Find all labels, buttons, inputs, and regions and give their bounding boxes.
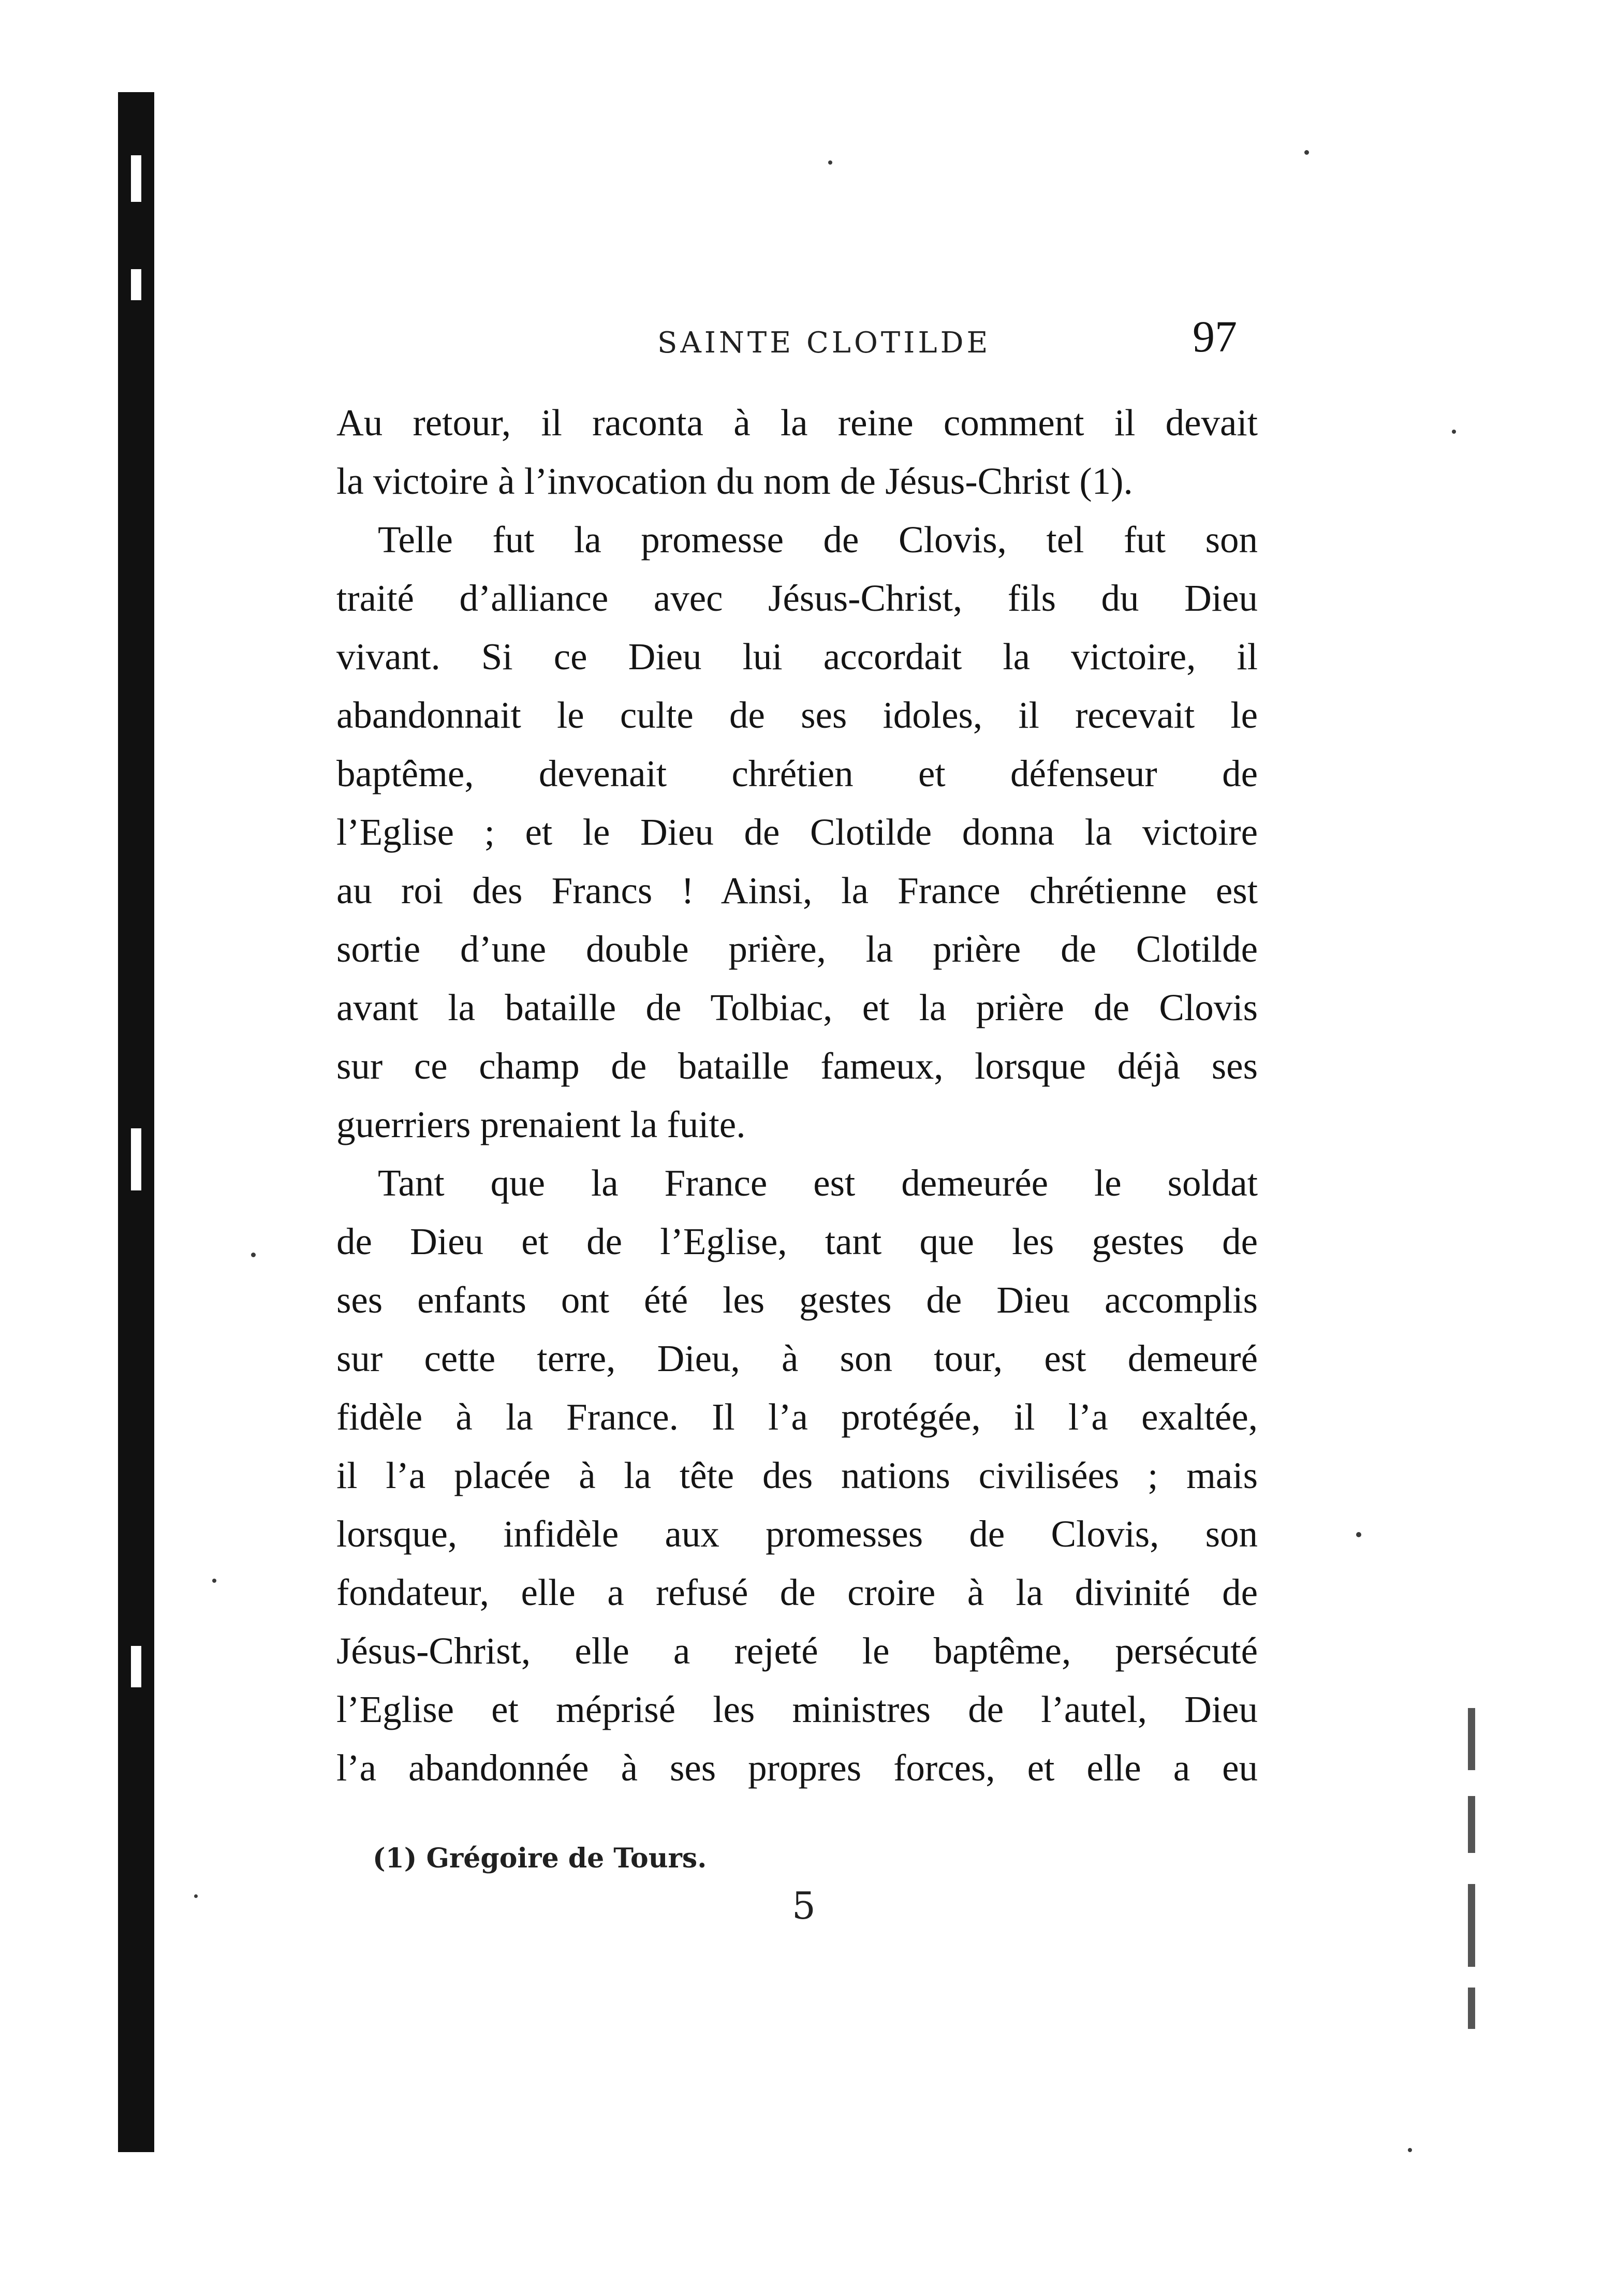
page-number: 97 xyxy=(1193,312,1237,361)
scan-speck xyxy=(1304,150,1309,155)
text-line: guerriers prenaient la fuite. xyxy=(336,1103,746,1145)
text-line: au roi des Francs ! Ainsi, la France chrétienne est xyxy=(336,870,1258,911)
text-line: Jésus-Christ, elle a rejeté le baptême, persécuté xyxy=(336,1630,1258,1672)
edge-noise xyxy=(1468,1884,1475,1967)
binding-gap xyxy=(131,1646,141,1687)
edge-noise xyxy=(1468,1796,1475,1853)
binding-gap xyxy=(131,155,141,202)
body-text xyxy=(336,393,1258,1797)
text-line: fondateur, elle a refusé de croire à la divinité de xyxy=(336,1571,1258,1613)
text-line: l’Eglise et méprisé les ministres de l’autel, Dieu xyxy=(336,1688,1258,1730)
text-line: il l’a placée à la tête des nations civilisées ; mais xyxy=(336,1454,1258,1496)
text-line: vivant. Si ce Dieu lui accordait la victoire, il xyxy=(336,636,1258,678)
binding-gap xyxy=(131,1128,141,1190)
scan-speck xyxy=(1408,2148,1412,2152)
text-line: de Dieu et de l’Eglise, tant que les gestes de xyxy=(336,1220,1258,1262)
text-line: lorsque, infidèle aux promesses de Clovis, son xyxy=(336,1513,1258,1555)
text-line: avant la bataille de Tolbiac, et la prière de Clovis xyxy=(336,987,1258,1028)
scan-speck xyxy=(1452,430,1456,434)
scan-speck xyxy=(1356,1532,1361,1537)
text-line: baptême, devenait chrétien et défenseur de xyxy=(336,753,1258,794)
text-line: l’Eglise ; et le Dieu de Clotilde donna la victoire xyxy=(336,811,1258,853)
text-line: sur cette terre, Dieu, à son tour, est demeuré xyxy=(336,1337,1258,1379)
text-line: abandonnait le culte de ses idoles, il recevait le xyxy=(336,694,1258,736)
text-line: sortie d’une double prière, la prière de Clotilde xyxy=(336,928,1258,970)
edge-noise xyxy=(1468,1708,1475,1770)
scan-speck xyxy=(212,1579,216,1583)
scan-speck xyxy=(828,160,832,165)
binding-gap xyxy=(131,269,141,300)
scan-speck xyxy=(194,1894,198,1898)
page-header xyxy=(336,311,1258,367)
signature-mark: 5 xyxy=(792,1884,816,1927)
running-title: SAINTE CLOTILDE xyxy=(657,326,991,360)
text-line: ses enfants ont été les gestes de Dieu accomplis xyxy=(336,1279,1258,1321)
text-line: traité d’alliance avec Jésus-Christ, fils du Dieu xyxy=(336,577,1258,619)
footnote: (1) Grégoire de Tours. xyxy=(373,1843,707,1874)
text-line: l’a abandonnée à ses propres forces, et elle a eu xyxy=(336,1747,1258,1789)
text-line: fidèle à la France. Il l’a protégée, il l’a exaltée, xyxy=(336,1396,1258,1438)
text-line: Tant que la France est demeurée le soldat xyxy=(378,1162,1258,1204)
text-line: la victoire à l’invocation du nom de Jésus-Christ (1). xyxy=(336,460,1133,502)
text-line: Au retour, il raconta à la reine comment il devait xyxy=(336,402,1258,444)
text-line: sur ce champ de bataille fameux, lorsque déjà ses xyxy=(336,1045,1258,1087)
binding-edge xyxy=(118,92,154,2152)
edge-noise xyxy=(1468,1988,1475,2029)
scan-speck xyxy=(251,1253,256,1257)
text-line: Telle fut la promesse de Clovis, tel fut son xyxy=(378,519,1258,561)
